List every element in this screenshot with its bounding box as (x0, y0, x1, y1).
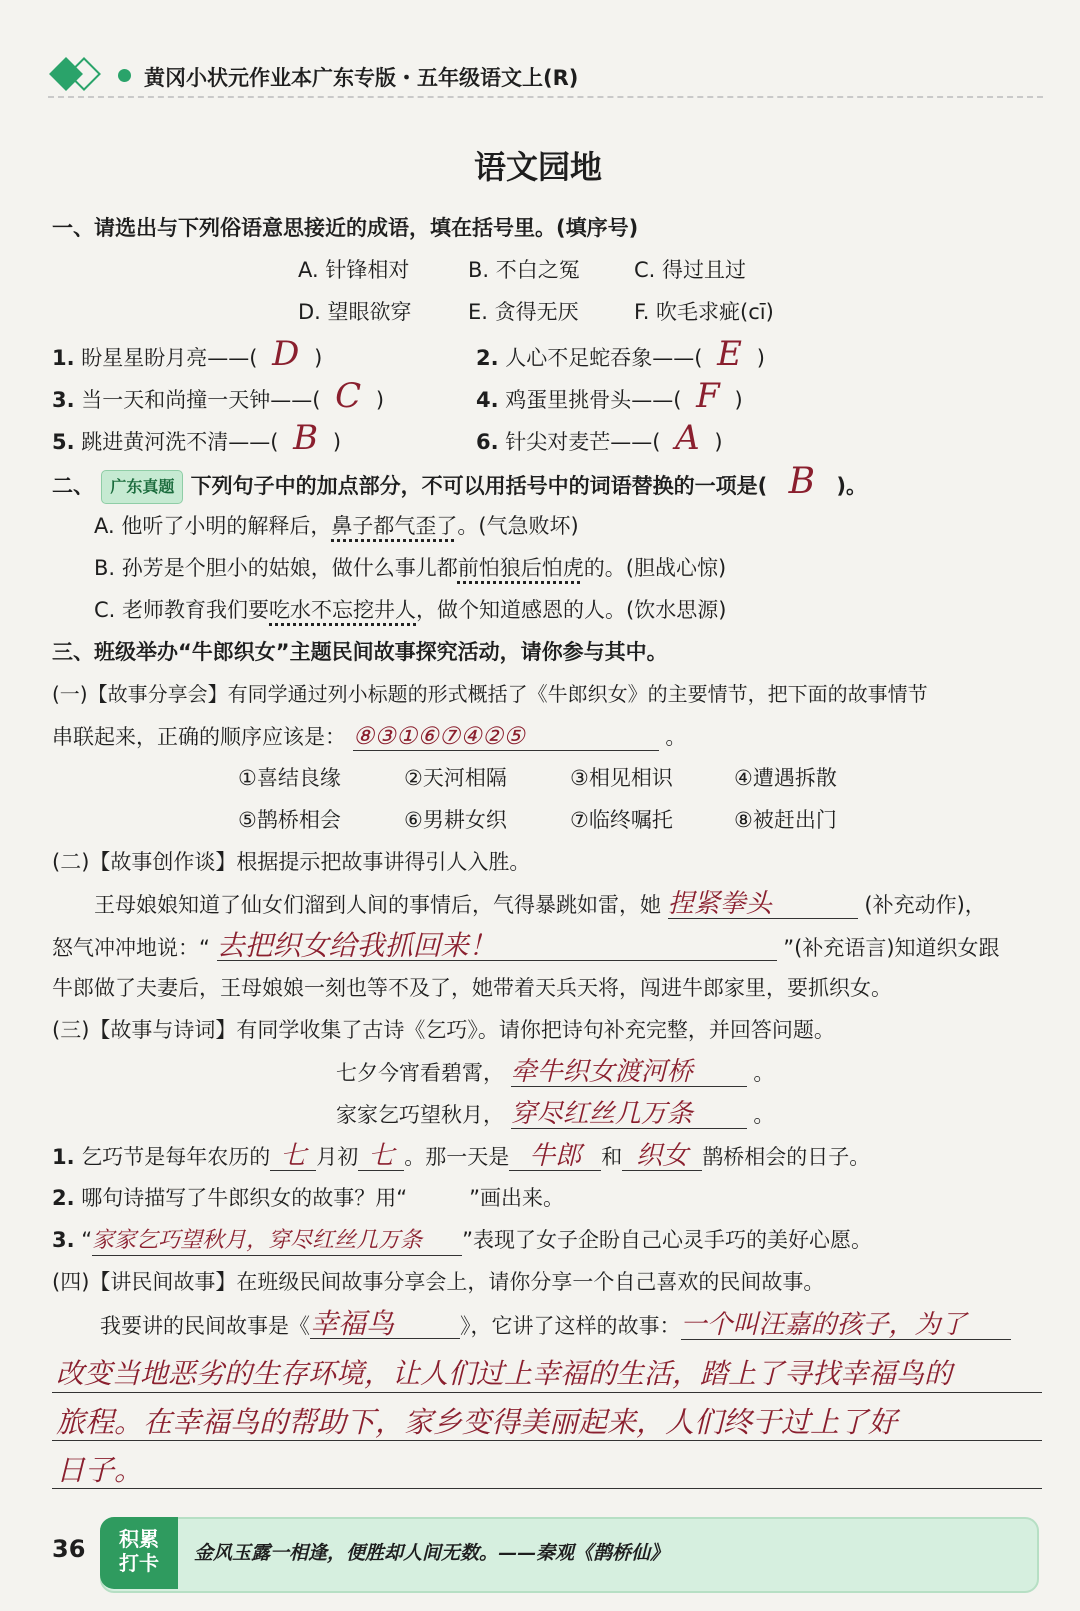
story-answer-handwritten: 旅程。在幸福鸟的帮助下，家乡变得美丽起来，人们终于过上了好 (56, 1405, 898, 1439)
question-text: 哪句诗描写了牛郎织女的故事？用“ (81, 1186, 408, 1210)
question-text: 。那一天是 (404, 1145, 510, 1169)
option-c: C. 得过且过 (634, 258, 747, 282)
story-answer-handwritten: 日子。 (56, 1453, 144, 1487)
sentence-text: 。(气急败坏) (457, 514, 579, 538)
answer-handwritten: F (696, 376, 720, 416)
dotted-phrase: 吃水不忘挖井人 (269, 598, 417, 622)
story-answer-handwritten: 一个叫汪嘉的孩子，为了 (681, 1311, 1011, 1340)
sentence-text: C. 老师教育我们要 (94, 598, 270, 622)
question-number: 1. (52, 1145, 75, 1169)
option-e: E. 贪得无厌 (468, 300, 579, 324)
question-number: 3. (52, 1228, 75, 1252)
part2-line1 (94, 890, 986, 919)
poem-question-1 (52, 1142, 870, 1171)
plot-item-5: ⑤鹊桥相会 (238, 808, 341, 832)
question-text: 鸡蛋里挑骨头——( (505, 388, 682, 412)
answer-handwritten: C (335, 376, 362, 416)
question-number: 2. (476, 346, 499, 370)
question-close: ) (714, 430, 723, 454)
story-prompt: 我要讲的民间故事是《 (100, 1314, 310, 1338)
option-d: D. 望眼欲穿 (298, 300, 412, 324)
poem-line-1 (336, 1058, 774, 1087)
dotted-phrase: 鼻子都气歪了 (331, 514, 458, 538)
page-title: 语文园地 (474, 148, 603, 186)
question-text: 人心不足蛇吞象——( (505, 346, 703, 370)
verse-answer-handwritten: 家家乞巧望秋月，穿尽红丝几万条 (92, 1227, 462, 1256)
part2-text: 怒气冲冲地说：“ (52, 936, 210, 960)
question-number: 1. (52, 346, 75, 370)
answer-handwritten: D (272, 334, 300, 374)
plot-item-4: ④遭遇拆散 (734, 766, 837, 790)
question-text: 和 (601, 1145, 623, 1169)
part2-line3: 牛郎做了夫妻后，王母娘娘一刻也等不及了，她带着天兵天将，闯进牛郎家里，要抓织女。 (52, 976, 892, 1000)
speech-answer-handwritten: 去把织女给我抓回来！ (217, 932, 777, 961)
option-b: B. 不白之冤 (468, 258, 580, 282)
header-title: 黄冈小状元作业本广东专版・五年级语文上(R) (144, 66, 579, 90)
header-dot-icon (118, 69, 131, 82)
option-f: F. 吹毛求疵(cī) (634, 300, 774, 324)
question-number: 2. (52, 1186, 75, 1210)
month-answer-handwritten: 七 (270, 1142, 316, 1171)
poem-line-2 (336, 1100, 774, 1129)
question-close: ) (734, 388, 743, 412)
part1-end: 。 (665, 725, 687, 749)
question-close: ) (314, 346, 323, 370)
question-text: 针尖对麦芒——( (505, 430, 661, 454)
footer-quote: 金风玉露一相逢，便胜却人间无数。——秦观《鹊桥仙》 (194, 1542, 670, 1564)
option-a: A. 针锋相对 (298, 258, 410, 282)
sentence-text: B. 孙芳是个胆小的姑娘，做什么事儿都 (94, 556, 458, 580)
question-close: ) (332, 430, 342, 454)
accumulate-badge (100, 1517, 178, 1589)
question-number: 5. (52, 430, 75, 454)
plot-item-2: ②天河相隔 (404, 766, 507, 790)
poem-question-3 (52, 1226, 872, 1256)
plot-item-1: ①喜结良缘 (238, 766, 341, 790)
question-text: 月初 (316, 1145, 359, 1169)
poem-text: 七夕今宵看碧霄， (336, 1061, 504, 1085)
section1-heading: 一、请选出与下列俗语意思接近的成语，填在括号里。(填序号) (52, 216, 639, 240)
name-answer-handwritten: 牛郎 (509, 1142, 601, 1171)
answer-handwritten: A (675, 418, 700, 458)
part2-text: ”(补充语言)知道织女跟 (783, 936, 1000, 960)
question-4 (476, 376, 743, 416)
question-2 (476, 334, 765, 374)
part4-line1 (100, 1307, 1011, 1340)
question-5 (52, 418, 342, 458)
plot-item-3: ③相见相识 (570, 766, 673, 790)
section2-prefix: 二、 (52, 474, 94, 498)
poem-answer-handwritten: 穿尽红丝几万条 (511, 1100, 747, 1129)
question-number: 3. (52, 388, 75, 412)
order-answer-handwritten: ⑧③①⑥⑦④②⑤ (353, 722, 659, 751)
option-a-sentence (94, 512, 579, 540)
part1-line2 (52, 722, 686, 751)
name-answer-handwritten: 织女 (622, 1142, 702, 1171)
sentence-text: 的。(胆战心惊) (583, 556, 727, 580)
poem-end: 。 (753, 1103, 775, 1127)
question-text: 跳进黄河洗不清——( (81, 430, 279, 454)
plot-item-7: ⑦临终嘱托 (570, 808, 673, 832)
poem-end: 。 (753, 1061, 775, 1085)
story-title-handwritten: 幸福鸟 (310, 1310, 460, 1339)
answer-handwritten: E (717, 334, 742, 374)
question-text: 当一天和尚撞一天钟——( (81, 388, 321, 412)
part2-line2 (52, 929, 1000, 962)
poem-text: 家家乞巧望秋月， (336, 1103, 504, 1127)
part4-heading: (四)【讲民间故事】在班级民间故事分享会上，请你分享一个自己喜欢的民间故事。 (52, 1270, 825, 1294)
action-answer-handwritten: 捏紧拳头 (668, 890, 858, 919)
part3-heading: (三)【故事与诗词】有同学收集了古诗《乞巧》。请你把诗句补充完整，并回答问题。 (52, 1018, 835, 1042)
page-number: 36 (52, 1535, 86, 1563)
day-answer-handwritten: 七 (358, 1142, 404, 1171)
badge-line-1: 积累 (119, 1527, 159, 1551)
section2-question (52, 461, 867, 504)
story-answer-handwritten: 改变当地恶劣的生存环境，让人们过上幸福的生活，踏上了寻找幸福鸟的 (56, 1357, 953, 1390)
poem-question-2 (52, 1184, 564, 1212)
dotted-phrase: 前怕狼后怕虎 (457, 556, 584, 580)
option-b-sentence (94, 554, 726, 582)
section2-close: )。 (836, 474, 867, 498)
guangdong-exam-tag: 广东真题 (101, 470, 183, 504)
question-text: 乞巧节是每年农历的 (81, 1145, 271, 1169)
header-divider (48, 96, 1043, 98)
question-6 (476, 418, 723, 458)
question-text: 盼星星盼月亮——( (81, 346, 258, 370)
part2-heading: (二)【故事创作谈】根据提示把故事讲得引人入胜。 (52, 850, 531, 874)
plot-item-8: ⑧被赶出门 (734, 808, 837, 832)
part2-text: 王母娘娘知道了仙女们溜到人间的事情后，气得暴跳如雷，她 (94, 893, 661, 917)
question-text: 鹊桥相会的日子。 (702, 1145, 871, 1169)
answer-handwritten: B (293, 418, 319, 458)
question-number: 6. (476, 430, 499, 454)
sentence-text: A. 他听了小明的解释后， (94, 514, 332, 538)
section2-text: 下列句子中的加点部分，不可以用括号中的词语替换的一项是( (190, 474, 768, 498)
header-diamond-outline-icon (67, 57, 101, 91)
question-close: ) (756, 346, 765, 370)
question-3 (52, 376, 385, 416)
question-text: ”画出来。 (469, 1186, 565, 1210)
option-c-sentence (94, 596, 726, 624)
story-line-4 (52, 1488, 1042, 1489)
question-number: 4. (476, 388, 499, 412)
poem-answer-handwritten: 牵牛织女渡河桥 (511, 1058, 747, 1087)
question-1 (52, 334, 323, 374)
question-close: ) (375, 388, 385, 412)
story-line-2 (52, 1392, 1042, 1393)
question-text: “ (81, 1228, 93, 1252)
part2-text: (补充动作)， (864, 893, 986, 917)
answer-handwritten: B (788, 461, 816, 502)
question-text: ”表现了女子企盼自己心灵手巧的美好心愿。 (462, 1228, 873, 1252)
part1-prompt: 串联起来，正确的顺序应该是： (52, 725, 346, 749)
plot-item-6: ⑥男耕女织 (404, 808, 507, 832)
badge-line-2: 打卡 (119, 1551, 159, 1575)
story-prompt: 》，它讲了这样的故事： (460, 1314, 681, 1338)
sentence-text: ，做个知道感恩的人。(饮水思源) (416, 598, 727, 622)
section3-heading: 三、班级举办“牛郎织女”主题民间故事探究活动，请你参与其中。 (52, 640, 668, 664)
part1-line1: (一)【故事分享会】有同学通过列小标题的形式概括了《牛郎织女》的主要情节，把下面的故事情节 (52, 682, 928, 706)
